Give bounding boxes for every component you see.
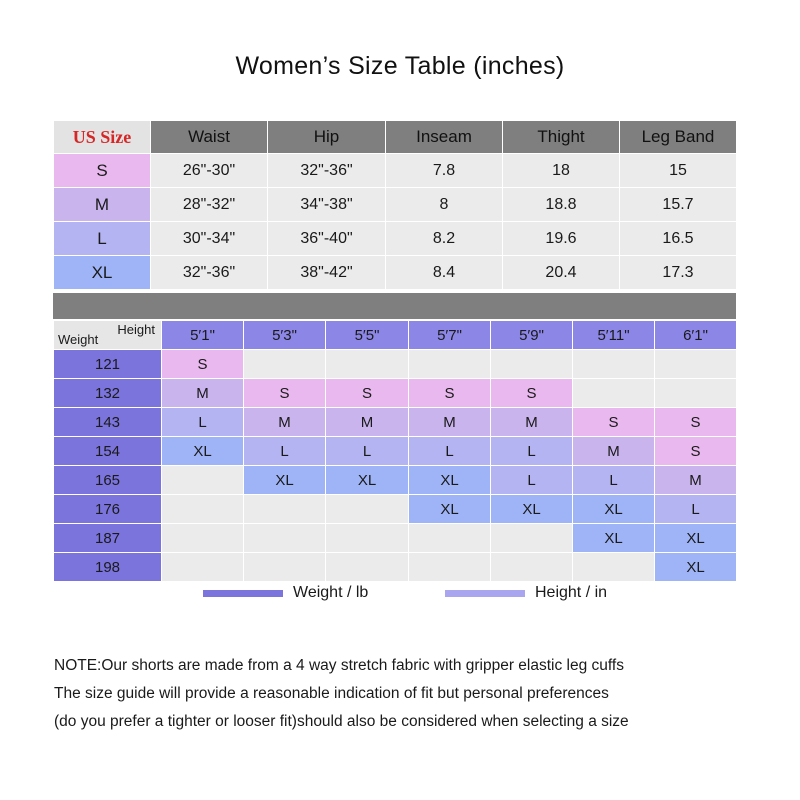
fit-cell	[409, 553, 491, 582]
section-divider-bar	[53, 293, 736, 319]
fit-chart	[53, 320, 737, 582]
fit-cell: M	[491, 408, 573, 437]
size-table	[53, 120, 737, 290]
fit-cell: XL	[409, 495, 491, 524]
fit-cell	[491, 553, 573, 582]
fit-chart-row	[54, 408, 737, 437]
size-row-m	[54, 188, 737, 222]
header-us-size: US Size	[54, 121, 151, 154]
height-legend-swatch	[445, 590, 525, 597]
fit-cell	[491, 524, 573, 553]
fit-cell: M	[326, 408, 409, 437]
fit-cell: XL	[162, 437, 244, 466]
fit-cell: S	[655, 408, 737, 437]
size-label: S	[54, 154, 151, 188]
height-header: 5′3"	[244, 321, 326, 350]
size-row-l	[54, 222, 737, 256]
fit-cell: XL	[573, 524, 655, 553]
waist-value: 30"-34"	[151, 222, 268, 256]
fit-cell	[244, 524, 326, 553]
hip-value: 38"-42"	[268, 256, 386, 290]
fit-cell: M	[573, 437, 655, 466]
fit-cell: L	[244, 437, 326, 466]
fit-chart-row	[54, 553, 737, 582]
height-header: 5′11"	[573, 321, 655, 350]
fit-cell: S	[244, 379, 326, 408]
fit-chart-row	[54, 437, 737, 466]
weight-label: 121	[54, 350, 162, 379]
fit-cell	[409, 350, 491, 379]
fit-chart-header-row	[54, 321, 737, 350]
header-waist: Waist	[151, 121, 268, 154]
thigh-value: 20.4	[503, 256, 620, 290]
fit-cell	[244, 553, 326, 582]
fit-cell	[326, 553, 409, 582]
page-title: Women’s Size Table (inches)	[235, 52, 565, 80]
fit-cell: S	[326, 379, 409, 408]
note-line: (do you prefer a tighter or looser fit)should also be considered when selecting a size	[54, 713, 629, 730]
height-header: 5′9"	[491, 321, 573, 350]
leg-band-value: 17.3	[620, 256, 737, 290]
note-line: NOTE:Our shorts are made from a 4 way stretch fabric with gripper elastic leg cuffs	[54, 657, 624, 674]
fit-cell: XL	[244, 466, 326, 495]
fit-cell: XL	[326, 466, 409, 495]
weight-label: 154	[54, 437, 162, 466]
fit-cell: XL	[573, 495, 655, 524]
height-header: 5′5"	[326, 321, 409, 350]
fit-note	[54, 652, 774, 736]
height-header: 6′1"	[655, 321, 737, 350]
fit-cell: L	[573, 466, 655, 495]
weight-label: 176	[54, 495, 162, 524]
inseam-value: 8.2	[386, 222, 503, 256]
fit-cell	[326, 524, 409, 553]
fit-cell: S	[491, 379, 573, 408]
fit-cell	[326, 350, 409, 379]
fit-cell: L	[491, 437, 573, 466]
fit-cell	[573, 350, 655, 379]
leg-band-value: 16.5	[620, 222, 737, 256]
fit-cell: L	[409, 437, 491, 466]
height-legend-label: Height / in	[535, 584, 608, 601]
fit-cell: S	[409, 379, 491, 408]
fit-cell	[655, 350, 737, 379]
legend	[0, 584, 800, 604]
header-hip: Hip	[268, 121, 386, 154]
fit-cell: L	[491, 466, 573, 495]
height-header: 5′7"	[409, 321, 491, 350]
weight-legend-swatch	[203, 590, 283, 597]
waist-value: 32"-36"	[151, 256, 268, 290]
size-table-header	[54, 121, 737, 154]
hip-value: 34"-38"	[268, 188, 386, 222]
fit-cell	[655, 379, 737, 408]
leg-band-value: 15	[620, 154, 737, 188]
fit-chart-row	[54, 524, 737, 553]
fit-cell: S	[162, 350, 244, 379]
fit-cell: XL	[491, 495, 573, 524]
fit-cell	[162, 466, 244, 495]
thigh-value: 19.6	[503, 222, 620, 256]
leg-band-value: 15.7	[620, 188, 737, 222]
fit-cell	[573, 553, 655, 582]
fit-chart-row	[54, 466, 737, 495]
size-label: XL	[54, 256, 151, 290]
header-leg-band: Leg Band	[620, 121, 737, 154]
height-axis-label: Height	[117, 322, 155, 337]
fit-cell	[491, 350, 573, 379]
inseam-value: 7.8	[386, 154, 503, 188]
header-inseam: Inseam	[386, 121, 503, 154]
fit-cell	[162, 495, 244, 524]
fit-cell: L	[326, 437, 409, 466]
hip-value: 36"-40"	[268, 222, 386, 256]
size-row-s	[54, 154, 737, 188]
fit-cell: S	[655, 437, 737, 466]
weight-label: 143	[54, 408, 162, 437]
weight-label: 198	[54, 553, 162, 582]
fit-cell	[162, 553, 244, 582]
fit-cell	[244, 350, 326, 379]
inseam-value: 8.4	[386, 256, 503, 290]
header-thigh: Thight	[503, 121, 620, 154]
fit-cell: M	[244, 408, 326, 437]
inseam-value: 8	[386, 188, 503, 222]
fit-cell: XL	[409, 466, 491, 495]
weight-axis-label: Weight	[58, 332, 99, 347]
weight-label: 187	[54, 524, 162, 553]
weight-label: 165	[54, 466, 162, 495]
fit-chart-corner	[54, 321, 162, 350]
size-label: L	[54, 222, 151, 256]
fit-chart-row	[54, 495, 737, 524]
fit-chart-row	[54, 350, 737, 379]
fit-cell: M	[162, 379, 244, 408]
note-line: The size guide will provide a reasonable indication of fit but personal preferences	[54, 685, 609, 702]
waist-value: 28"-32"	[151, 188, 268, 222]
fit-cell: M	[409, 408, 491, 437]
fit-cell: S	[573, 408, 655, 437]
fit-cell	[326, 495, 409, 524]
hip-value: 32"-36"	[268, 154, 386, 188]
waist-value: 26"-30"	[151, 154, 268, 188]
weight-label: 132	[54, 379, 162, 408]
weight-legend-label: Weight / lb	[293, 584, 369, 601]
fit-cell: XL	[655, 553, 737, 582]
fit-cell: L	[655, 495, 737, 524]
fit-cell: L	[162, 408, 244, 437]
fit-cell: M	[655, 466, 737, 495]
size-row-xl	[54, 256, 737, 290]
fit-cell	[162, 524, 244, 553]
thigh-value: 18	[503, 154, 620, 188]
fit-cell: XL	[655, 524, 737, 553]
height-header: 5′1"	[162, 321, 244, 350]
fit-cell	[244, 495, 326, 524]
fit-cell	[409, 524, 491, 553]
fit-cell	[573, 379, 655, 408]
size-label: M	[54, 188, 151, 222]
fit-chart-row	[54, 379, 737, 408]
thigh-value: 18.8	[503, 188, 620, 222]
